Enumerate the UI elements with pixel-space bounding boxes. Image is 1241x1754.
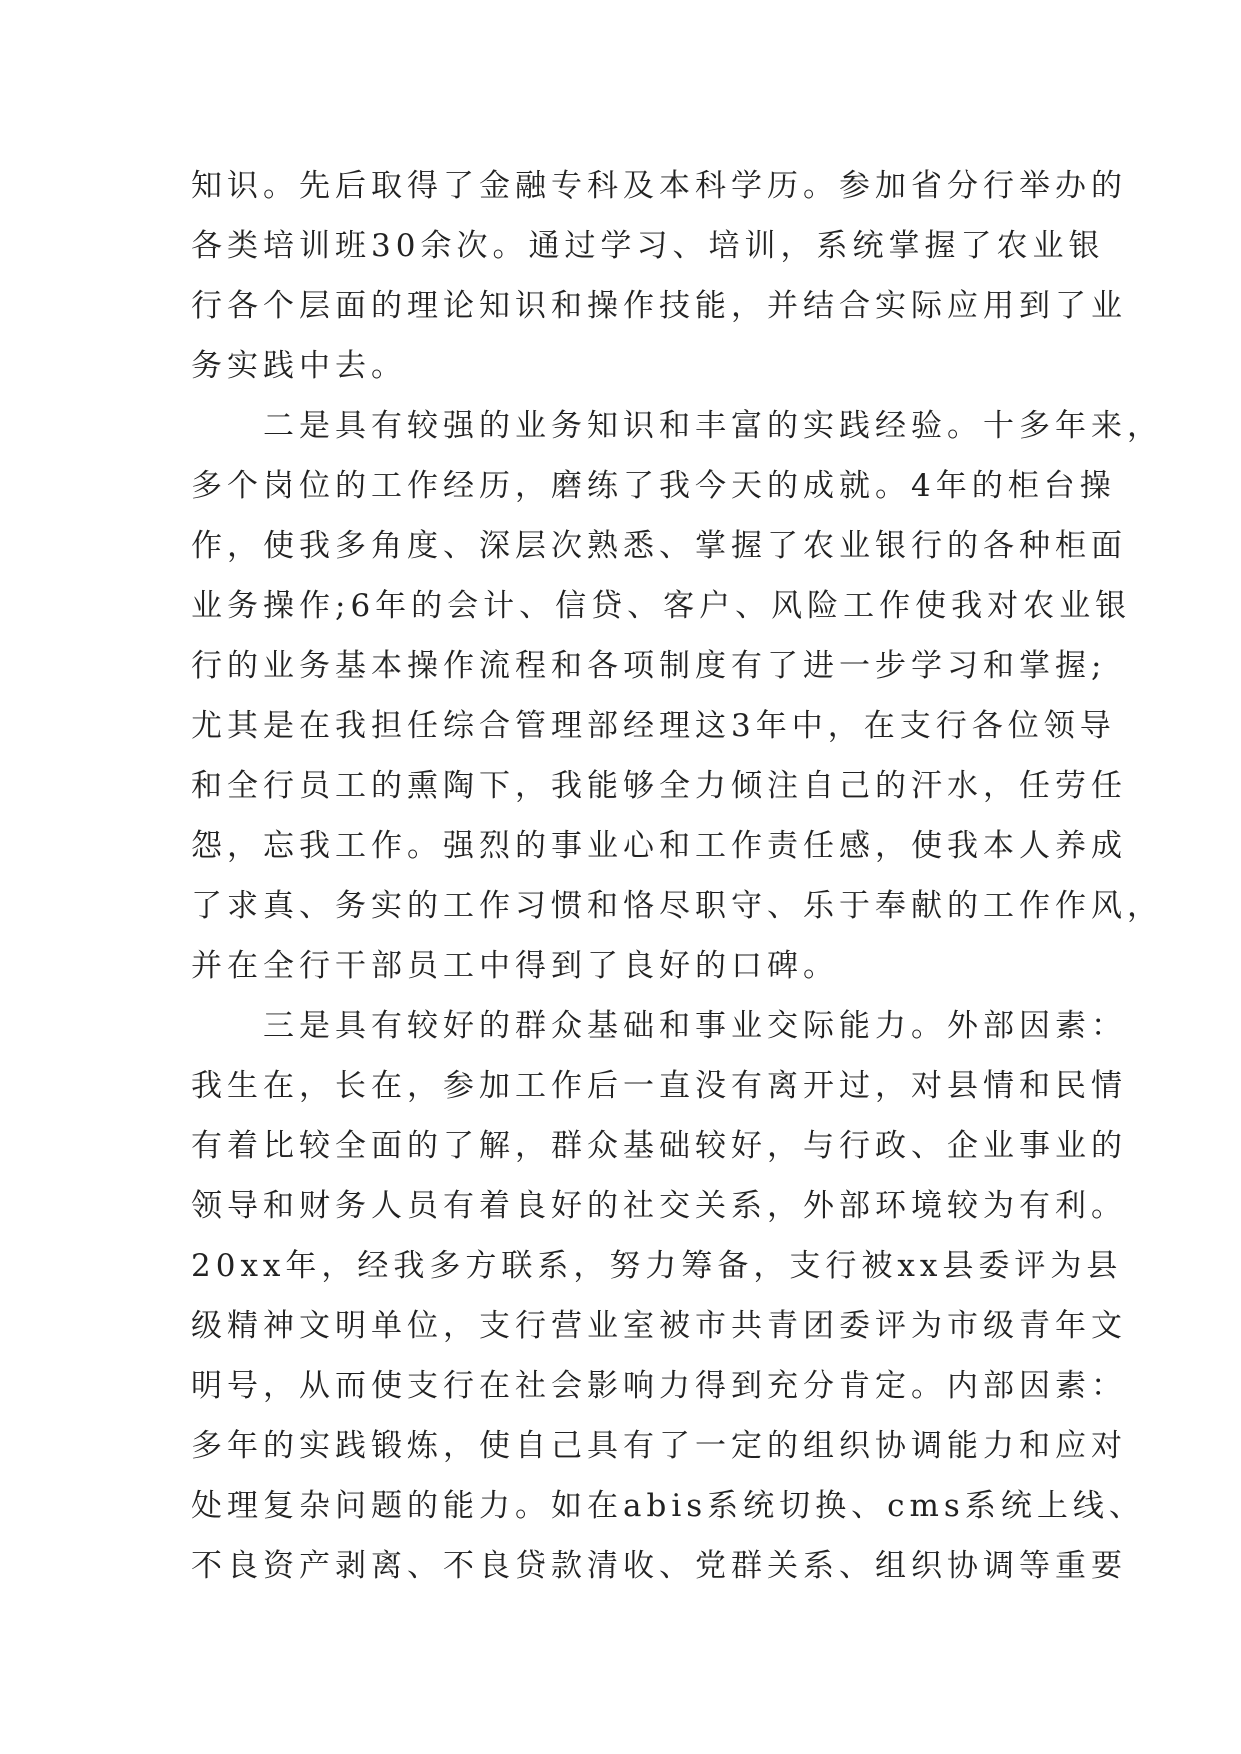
text-line: 明号，从而使支行在社会影响力得到充分肯定。内部因素： — [191, 1368, 1127, 1404]
text-line: 多个岗位的工作经历，磨练了我今天的成就。4年的柜台操 — [191, 468, 1116, 504]
text-line: 20xx年，经我多方联系，努力筹备，支行被xx县委评为县 — [191, 1248, 1123, 1284]
text-line: 各类培训班30余次。通过学习、培训，系统掌握了农业银 — [191, 228, 1105, 264]
text-line: 二是具有较强的业务知识和丰富的实践经验。十多年来， — [263, 408, 1163, 444]
text-line: 尤其是在我担任综合管理部经理这3年中，在支行各位领导 — [191, 708, 1116, 744]
text-line: 领导和财务人员有着良好的社交关系，外部环境较为有利。 — [191, 1188, 1127, 1224]
text-line: 怨，忘我工作。强烈的事业心和工作责任感，使我本人养成 — [191, 828, 1127, 864]
text-line: 和全行员工的熏陶下，我能够全力倾注自己的汗水，任劳任 — [191, 768, 1127, 804]
text-line: 作，使我多角度、深层次熟悉、掌握了农业银行的各种柜面 — [191, 528, 1127, 564]
text-line: 务实践中去。 — [191, 348, 407, 384]
text-line: 处理复杂问题的能力。如在abis系统切换、cms系统上线、 — [191, 1488, 1145, 1524]
text-line: 了求真、务实的工作习惯和恪尽职守、乐于奉献的工作作风， — [191, 888, 1163, 924]
text-line: 三是具有较好的群众基础和事业交际能力。外部因素： — [263, 1008, 1127, 1044]
paragraph — [191, 156, 1127, 396]
text-line: 知识。先后取得了金融专科及本科学历。参加省分行举办的 — [191, 168, 1127, 204]
document-body — [191, 156, 1163, 1596]
paragraph — [191, 396, 1163, 996]
text-line: 行各个层面的理论知识和操作技能，并结合实际应用到了业 — [191, 288, 1127, 324]
text-line: 有着比较全面的了解，群众基础较好，与行政、企业事业的 — [191, 1128, 1127, 1164]
text-line: 我生在，长在，参加工作后一直没有离开过，对县情和民情 — [191, 1068, 1127, 1104]
text-line: 不良资产剥离、不良贷款清收、党群关系、组织协调等重要 — [191, 1548, 1127, 1584]
text-line: 行的业务基本操作流程和各项制度有了进一步学习和掌握; — [191, 648, 1107, 684]
text-line: 多年的实践锻炼，使自己具有了一定的组织协调能力和应对 — [191, 1428, 1127, 1464]
text-line: 并在全行干部员工中得到了良好的口碑。 — [191, 948, 839, 984]
text-line: 级精神文明单位，支行营业室被市共青团委评为市级青年文 — [191, 1308, 1127, 1344]
text-line: 业务操作;6年的会计、信贷、客户、风险工作使我对农业银 — [191, 588, 1132, 624]
paragraph — [191, 996, 1145, 1596]
